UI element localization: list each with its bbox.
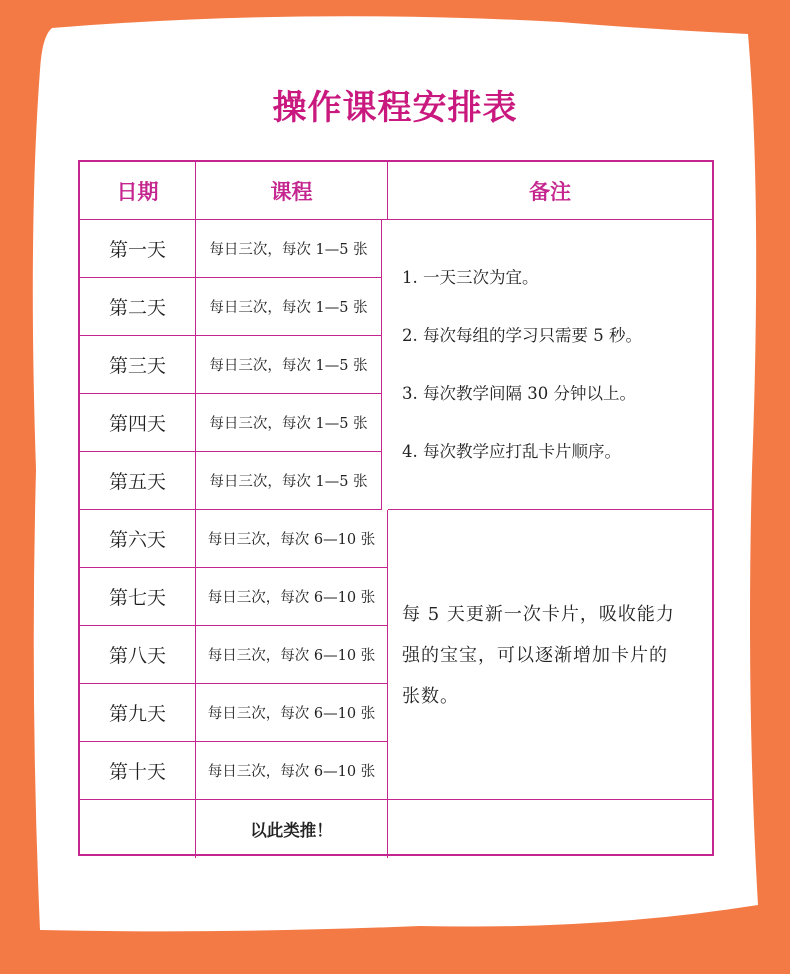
course-cell: 每日三次，每次 6—10 张 bbox=[196, 684, 388, 742]
header-notes: 备注 bbox=[388, 162, 712, 220]
day-cell: 第五天 bbox=[80, 452, 196, 510]
course-cell: 每日三次，每次 6—10 张 bbox=[196, 626, 388, 684]
course-cell: 每日三次，每次 1—5 张 bbox=[196, 452, 382, 510]
footer-empty-notes bbox=[388, 800, 712, 858]
note-paragraph-line: 张数。 bbox=[402, 686, 459, 707]
notes-update-cell bbox=[388, 510, 712, 800]
course-cell: 每日三次，每次 1—5 张 bbox=[196, 278, 382, 336]
page-title: 操作课程安排表 bbox=[272, 88, 518, 128]
footer-text: 以此类推！ bbox=[196, 800, 388, 858]
day-cell: 第七天 bbox=[80, 568, 196, 626]
note-item: 2. 每次每组的学习只需要 5 秒。 bbox=[402, 326, 642, 345]
footer-empty-date bbox=[80, 800, 196, 858]
course-cell: 每日三次，每次 1—5 张 bbox=[196, 220, 382, 278]
course-cell: 每日三次，每次 1—5 张 bbox=[196, 336, 382, 394]
schedule-table bbox=[78, 160, 714, 856]
note-paragraph-line: 强的宝宝，可以逐渐增加卡片的 bbox=[402, 645, 668, 666]
note-item: 3. 每次教学间隔 30 分钟以上。 bbox=[402, 384, 636, 403]
day-cell: 第九天 bbox=[80, 684, 196, 742]
course-cell: 每日三次，每次 1—5 张 bbox=[196, 394, 382, 452]
note-item: 4. 每次教学应打乱卡片顺序。 bbox=[402, 442, 621, 461]
day-cell: 第三天 bbox=[80, 336, 196, 394]
course-cell: 每日三次，每次 6—10 张 bbox=[196, 510, 388, 568]
day-cell: 第八天 bbox=[80, 626, 196, 684]
header-date: 日期 bbox=[80, 162, 196, 220]
day-cell: 第一天 bbox=[80, 220, 196, 278]
notes-tips-cell bbox=[388, 220, 712, 510]
course-cell: 每日三次，每次 6—10 张 bbox=[196, 742, 388, 800]
note-paragraph-line: 每 5 天更新一次卡片，吸收能力 bbox=[402, 604, 675, 625]
day-cell: 第二天 bbox=[80, 278, 196, 336]
day-cell: 第六天 bbox=[80, 510, 196, 568]
day-cell: 第十天 bbox=[80, 742, 196, 800]
header-course: 课程 bbox=[196, 162, 388, 220]
day-cell: 第四天 bbox=[80, 394, 196, 452]
course-cell: 每日三次，每次 6—10 张 bbox=[196, 568, 388, 626]
note-item: 1. 一天三次为宜。 bbox=[402, 268, 539, 287]
